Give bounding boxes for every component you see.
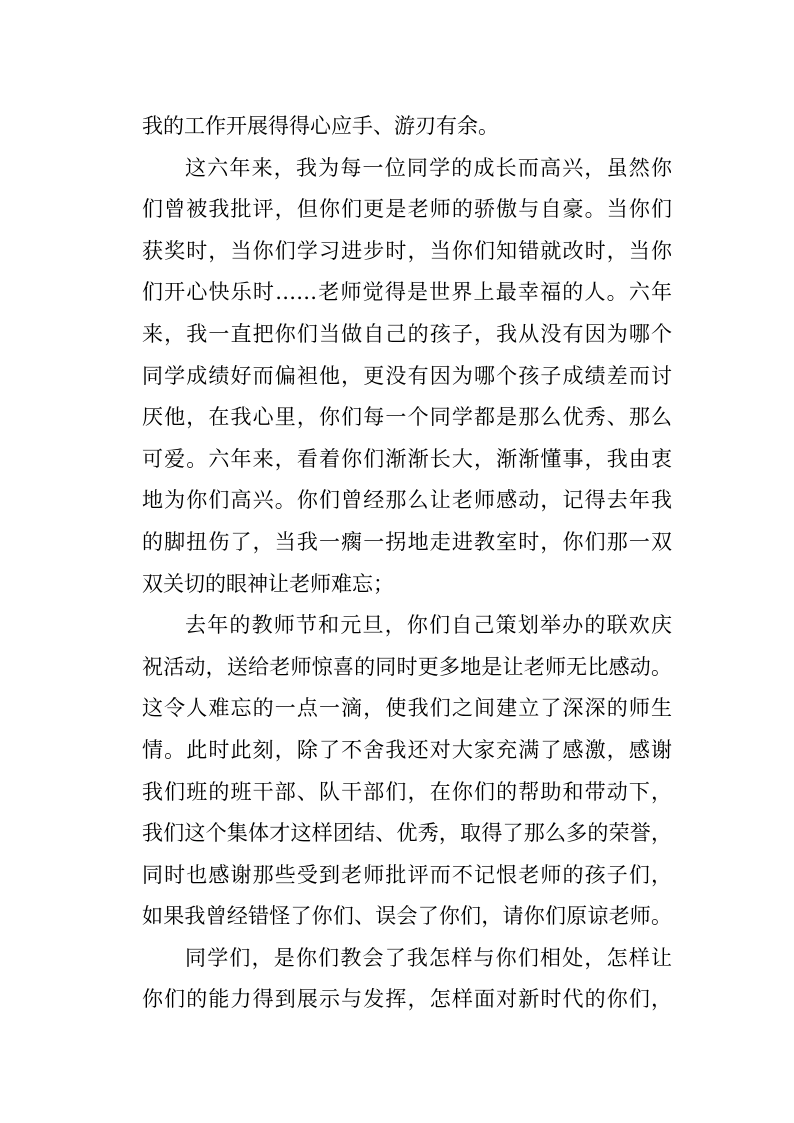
paragraph-start-line: 去年的教师节和元旦，你们自己策划举办的联欢庆 xyxy=(185,613,672,638)
text-line: 地为你们高兴。你们曾经那么让老师感动，记得去年我 xyxy=(142,488,672,513)
text-line: 们曾被我批评，但你们更是老师的骄傲与自豪。当你们 xyxy=(142,197,672,222)
text-line: 来，我一直把你们当做自己的孩子，我从没有因为哪个 xyxy=(142,321,672,346)
text-line: 厌他，在我心里，你们每一个同学都是那么优秀、那么 xyxy=(142,405,672,430)
text-line: 可爱。六年来，看着你们渐渐长大，渐渐懂事，我由衷 xyxy=(142,446,672,471)
text-line: 同时也感谢那些受到老师批评而不记恨老师的孩子们， xyxy=(142,862,672,887)
text-line: 我的工作开展得得心应手、游刃有余。 xyxy=(142,114,499,138)
paragraph-start-line: 这六年来，我为每一位同学的成长而高兴，虽然你 xyxy=(185,155,672,180)
text-line: 的脚扭伤了，当我一瘸一拐地走进教室时，你们那一双 xyxy=(142,529,672,554)
text-line: 获奖时，当你们学习进步时，当你们知错就改时，当你 xyxy=(142,238,672,263)
text-line: 我们班的班干部、队干部们，在你们的帮助和带动下， xyxy=(142,779,672,804)
paragraph-start-line: 同学们，是你们教会了我怎样与你们相处，怎样让 xyxy=(185,945,672,970)
text-line: 双关切的眼神让老师难忘； xyxy=(142,571,394,596)
text-line: 们开心快乐时……老师觉得是世界上最幸福的人。六年 xyxy=(142,280,672,305)
text-line: 如果我曾经错怪了你们、误会了你们，请你们原谅老师。 xyxy=(142,904,672,929)
text-line: 这令人难忘的一点一滴，使我们之间建立了深深的师生 xyxy=(142,696,672,721)
text-line: 祝活动，送给老师惊喜的同时更多地是让老师无比感动。 xyxy=(142,654,672,679)
text-line: 同学成绩好而偏袒他，更没有因为哪个孩子成绩差而讨 xyxy=(142,363,672,388)
text-line: 你们的能力得到展示与发挥，怎样面对新时代的你们， xyxy=(142,987,672,1012)
body-text xyxy=(142,106,672,1021)
text-line: 我们这个集体才这样团结、优秀，取得了那么多的荣誉， xyxy=(142,821,672,846)
text-line: 情。此时此刻，除了不舍我还对大家充满了感激，感谢 xyxy=(142,737,672,762)
